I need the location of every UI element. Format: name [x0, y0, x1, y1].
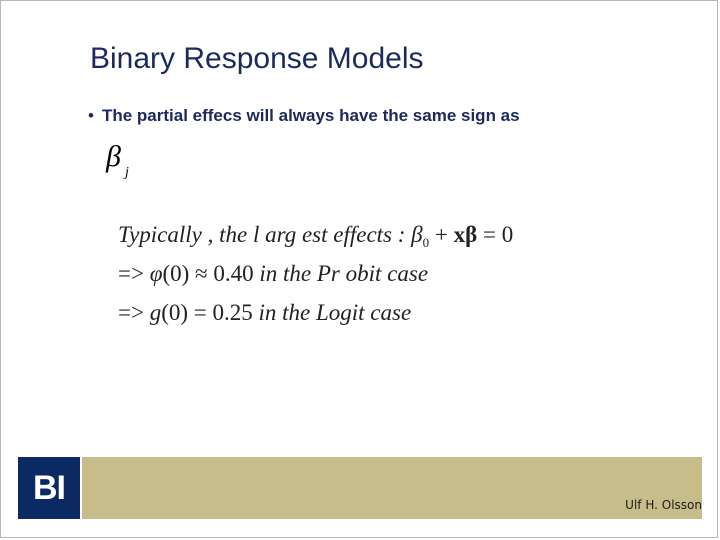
- line2-tail: in the Pr obit case: [259, 261, 429, 286]
- slide-title: Binary Response Models: [90, 42, 424, 75]
- math-line-1: [118, 222, 513, 261]
- line3-tail: in the Logit case: [258, 300, 412, 325]
- bi-logo: [18, 457, 80, 519]
- bullet-dot: •: [88, 106, 94, 125]
- line2-rest: (0) ≈ 0.40: [162, 261, 260, 286]
- footer-bar: [82, 457, 702, 519]
- line3-rest: (0) = 0.25: [161, 300, 259, 325]
- beta-subscript: j: [124, 165, 129, 180]
- line1-beta: β: [411, 222, 423, 247]
- math-block: [118, 222, 513, 339]
- beta-symbol: β: [106, 140, 121, 173]
- bullet-text: The partial effecs will always have the same sign as: [101, 106, 520, 125]
- math-line-3: [118, 300, 513, 339]
- line3-func: g: [149, 300, 162, 325]
- line1-plus: +: [429, 222, 454, 247]
- line1-xb: xβ: [453, 222, 478, 247]
- line3-prefix: =>: [118, 300, 150, 325]
- bi-logo-text: BI: [33, 469, 65, 507]
- line1-text: Typically , the l arg est effects :: [118, 222, 412, 247]
- footer-author: Ulf H. Olsson: [625, 498, 702, 512]
- line1-sub: 0: [422, 235, 430, 250]
- line1-rest: = 0: [477, 222, 514, 247]
- math-line-2: [118, 261, 513, 300]
- beta-j-formula: [106, 140, 129, 180]
- line2-func: φ: [149, 261, 163, 286]
- line2-prefix: =>: [118, 261, 150, 286]
- bullet-item: [88, 106, 520, 126]
